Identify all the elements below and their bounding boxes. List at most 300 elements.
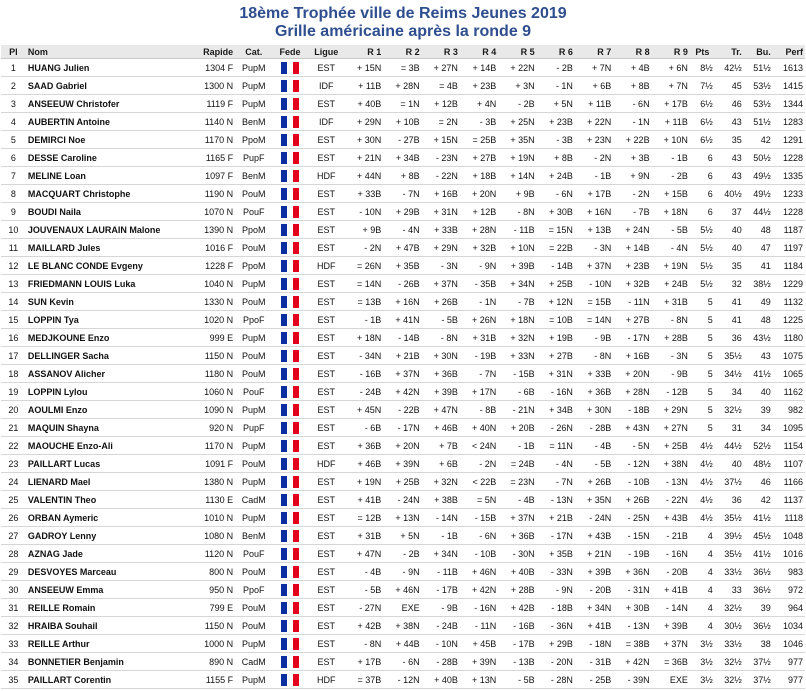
table-cell: - 5B xyxy=(498,671,536,689)
table-cell: EST xyxy=(308,149,345,167)
table-cell: EST xyxy=(308,185,345,203)
table-cell: 41 xyxy=(715,311,744,329)
table-cell: 999 E xyxy=(187,329,235,347)
table-cell: - 12B xyxy=(652,383,690,401)
table-cell: 1080 N xyxy=(187,527,235,545)
table-cell: 39 xyxy=(744,401,773,419)
table-cell: - 7N xyxy=(537,473,575,491)
table-cell: PouM xyxy=(235,365,272,383)
column-header: Ligue xyxy=(308,45,345,59)
table-row xyxy=(1,509,805,527)
column-header: Cat. xyxy=(235,45,272,59)
table-cell: - 7N xyxy=(383,185,421,203)
table-cell: 32 xyxy=(715,275,744,293)
table-cell: 799 E xyxy=(187,599,235,617)
table-cell: 982 xyxy=(773,401,805,419)
table-cell: + 45N xyxy=(345,401,383,419)
table-cell: 4 xyxy=(690,599,715,617)
table-cell: 1283 xyxy=(773,113,805,131)
table-cell: + 27B xyxy=(537,347,575,365)
table-cell: 1154 xyxy=(773,437,805,455)
table-cell: + 34B xyxy=(537,401,575,419)
table-cell: + 36B xyxy=(345,437,383,455)
table-cell: - 8N xyxy=(422,329,460,347)
table-cell: 1095 xyxy=(773,419,805,437)
table-cell: 35 xyxy=(1,671,26,689)
table-row xyxy=(1,491,805,509)
table-cell: + 31N xyxy=(422,203,460,221)
table-cell: - 5B xyxy=(652,221,690,239)
france-flag-icon xyxy=(272,257,307,275)
table-cell: PouM xyxy=(235,347,272,365)
table-cell: + 19N xyxy=(498,149,536,167)
table-cell: 1091 F xyxy=(187,455,235,473)
table-cell: + 11B xyxy=(575,95,613,113)
table-cell: + 3B xyxy=(613,149,651,167)
table-cell: 21 xyxy=(1,419,26,437)
france-flag-icon xyxy=(272,203,307,221)
table-cell: 27 xyxy=(1,527,26,545)
table-cell: + 28N xyxy=(460,221,498,239)
table-cell: 44½ xyxy=(715,437,744,455)
column-header: R 3 xyxy=(422,45,460,59)
table-cell: 36 xyxy=(715,491,744,509)
table-cell: 22 xyxy=(1,437,26,455)
table-cell: 20 xyxy=(1,401,26,419)
table-cell: 5 xyxy=(690,419,715,437)
table-cell: 1048 xyxy=(773,527,805,545)
table-cell: 1150 N xyxy=(187,617,235,635)
table-cell: = 14N xyxy=(575,311,613,329)
column-header: R 8 xyxy=(613,45,651,59)
table-cell: - 16N xyxy=(537,383,575,401)
table-cell: 32½ xyxy=(715,671,744,689)
player-name: GADROY Lenny xyxy=(26,527,188,545)
table-cell: + 47N xyxy=(345,545,383,563)
table-cell: - 4N xyxy=(537,455,575,473)
table-cell: PupM xyxy=(235,671,272,689)
table-cell: + 30B xyxy=(613,599,651,617)
table-cell: + 37N xyxy=(575,257,613,275)
table-cell: 31 xyxy=(1,599,26,617)
table-cell: + 30N xyxy=(575,401,613,419)
table-cell: 42½ xyxy=(715,59,744,77)
column-header: R 9 xyxy=(652,45,690,59)
table-cell: + 10B xyxy=(383,113,421,131)
france-flag-icon xyxy=(272,617,307,635)
table-header-row xyxy=(1,45,805,59)
france-flag-icon xyxy=(272,563,307,581)
table-row xyxy=(1,113,805,131)
table-cell: PouF xyxy=(235,545,272,563)
table-cell: PouM xyxy=(235,563,272,581)
table-cell: - 9B xyxy=(575,329,613,347)
table-cell: - 22B xyxy=(383,401,421,419)
table-cell: 34 xyxy=(1,653,26,671)
table-cell: 8½ xyxy=(690,59,715,77)
player-name: ORBAN Aymeric xyxy=(26,509,188,527)
table-cell: 28 xyxy=(1,545,26,563)
table-cell: PpoF xyxy=(235,581,272,599)
table-cell: + 12B xyxy=(422,95,460,113)
table-cell: EST xyxy=(308,545,345,563)
france-flag-icon xyxy=(272,545,307,563)
table-cell: + 43B xyxy=(652,509,690,527)
table-cell: - 26N xyxy=(537,419,575,437)
table-cell: EST xyxy=(308,293,345,311)
table-cell: 1300 N xyxy=(187,77,235,95)
table-cell: 5½ xyxy=(690,257,715,275)
table-cell: 40½ xyxy=(715,185,744,203)
table-cell: PupF xyxy=(235,149,272,167)
table-cell: 30 xyxy=(1,581,26,599)
table-cell: EST xyxy=(308,401,345,419)
table-cell: 4 xyxy=(690,545,715,563)
table-cell: 35½ xyxy=(715,545,744,563)
table-cell: + 30N xyxy=(345,131,383,149)
table-cell: + 37N xyxy=(422,275,460,293)
table-row xyxy=(1,203,805,221)
table-cell: + 29N xyxy=(345,113,383,131)
player-name: MELINE Loan xyxy=(26,167,188,185)
table-cell: 1380 N xyxy=(187,473,235,491)
table-cell: + 22N xyxy=(498,59,536,77)
table-cell: + 42B xyxy=(498,599,536,617)
table-cell: 1229 xyxy=(773,275,805,293)
table-cell: + 47N xyxy=(422,401,460,419)
table-cell: + 9B xyxy=(498,185,536,203)
table-cell: + 20N xyxy=(383,437,421,455)
table-cell: + 27N xyxy=(652,419,690,437)
table-cell: - 3N xyxy=(652,347,690,365)
table-cell: 46 xyxy=(715,95,744,113)
table-cell: - 1N xyxy=(460,293,498,311)
table-cell: + 5N xyxy=(537,95,575,113)
table-cell: 34½ xyxy=(715,365,744,383)
table-row xyxy=(1,671,805,689)
table-cell: + 33B xyxy=(422,221,460,239)
table-cell: 4½ xyxy=(690,509,715,527)
france-flag-icon xyxy=(272,437,307,455)
table-cell: 1118 xyxy=(773,509,805,527)
table-cell: - 12N xyxy=(613,455,651,473)
table-cell: - 6N xyxy=(537,185,575,203)
player-name: SUN Kevin xyxy=(26,293,188,311)
table-cell: + 14N xyxy=(498,167,536,185)
table-cell: + 22N xyxy=(575,113,613,131)
table-cell: 1228 xyxy=(773,203,805,221)
france-flag-icon xyxy=(272,113,307,131)
france-flag-icon xyxy=(272,491,307,509)
table-cell: 4 xyxy=(690,527,715,545)
table-cell: - 35B xyxy=(460,275,498,293)
table-cell: + 13N xyxy=(460,671,498,689)
table-cell: + 26B xyxy=(422,293,460,311)
table-cell: + 4B xyxy=(613,59,651,77)
column-header: Fede xyxy=(272,45,307,59)
table-cell: + 9B xyxy=(345,221,383,239)
table-cell: 36½ xyxy=(744,563,773,581)
table-cell: - 7B xyxy=(498,293,536,311)
table-row xyxy=(1,599,805,617)
table-cell: 19 xyxy=(1,383,26,401)
table-cell: 1097 F xyxy=(187,167,235,185)
table-row xyxy=(1,257,805,275)
table-cell: 36½ xyxy=(744,617,773,635)
table-cell: BenM xyxy=(235,167,272,185)
table-cell: - 11N xyxy=(460,617,498,635)
table-cell: + 26B xyxy=(575,473,613,491)
table-cell: + 42N xyxy=(460,581,498,599)
table-cell: EST xyxy=(308,203,345,221)
france-flag-icon xyxy=(272,293,307,311)
table-cell: + 39B xyxy=(575,563,613,581)
table-cell: 1119 F xyxy=(187,95,235,113)
table-cell: 5 xyxy=(690,293,715,311)
table-cell: 38 xyxy=(744,635,773,653)
table-cell: 1040 N xyxy=(187,275,235,293)
table-cell: + 6B xyxy=(422,455,460,473)
table-cell: + 31N xyxy=(537,365,575,383)
france-flag-icon xyxy=(272,509,307,527)
france-flag-icon xyxy=(272,131,307,149)
table-cell: PouM xyxy=(235,239,272,257)
table-cell: - 27N xyxy=(345,599,383,617)
table-cell: 25 xyxy=(1,491,26,509)
table-cell: 41 xyxy=(715,293,744,311)
table-cell: 1155 F xyxy=(187,671,235,689)
table-cell: + 41B xyxy=(652,581,690,599)
table-cell: PouM xyxy=(235,293,272,311)
table-cell: - 23N xyxy=(422,149,460,167)
table-cell: 9 xyxy=(1,203,26,221)
table-cell: 977 xyxy=(773,671,805,689)
table-cell: 48 xyxy=(744,221,773,239)
table-cell: = 25B xyxy=(460,131,498,149)
table-cell: EST xyxy=(308,563,345,581)
table-row xyxy=(1,275,805,293)
table-cell: + 6B xyxy=(575,77,613,95)
table-cell: - 8N xyxy=(575,347,613,365)
table-cell: + 43N xyxy=(613,419,651,437)
table-cell: + 36N xyxy=(613,563,651,581)
table-cell: - 19B xyxy=(460,347,498,365)
table-cell: 5½ xyxy=(690,221,715,239)
table-cell: 1140 N xyxy=(187,113,235,131)
table-cell: 45 xyxy=(715,77,744,95)
table-cell: + 16N xyxy=(575,203,613,221)
table-cell: - 2N xyxy=(460,455,498,473)
table-cell: + 46N xyxy=(383,581,421,599)
table-cell: + 21N xyxy=(345,149,383,167)
table-cell: 6 xyxy=(690,149,715,167)
table-row xyxy=(1,635,805,653)
table-cell: + 23B xyxy=(613,257,651,275)
france-flag-icon xyxy=(272,275,307,293)
table-cell: + 29N xyxy=(422,239,460,257)
table-row xyxy=(1,473,805,491)
column-header: Tr. xyxy=(715,45,744,59)
table-cell: + 44N xyxy=(345,167,383,185)
table-cell: - 2N xyxy=(613,185,651,203)
table-cell: 3½ xyxy=(690,635,715,653)
table-row xyxy=(1,311,805,329)
table-cell: 13 xyxy=(1,275,26,293)
table-row xyxy=(1,563,805,581)
table-cell: - 6N xyxy=(613,95,651,113)
table-cell: - 6B xyxy=(498,383,536,401)
table-cell: 3½ xyxy=(690,671,715,689)
table-cell: EST xyxy=(308,221,345,239)
table-row xyxy=(1,365,805,383)
table-cell: + 14B xyxy=(460,59,498,77)
table-cell: 34 xyxy=(715,383,744,401)
table-cell: = 14N xyxy=(345,275,383,293)
table-cell: 1132 xyxy=(773,293,805,311)
table-cell: - 3B xyxy=(537,131,575,149)
table-cell: - 22N xyxy=(422,167,460,185)
table-cell: + 17B xyxy=(652,95,690,113)
table-cell: - 5B xyxy=(422,311,460,329)
table-cell: = 4B xyxy=(422,77,460,95)
table-cell: 4½ xyxy=(690,473,715,491)
player-name: BONNETIER Benjamin xyxy=(26,653,188,671)
table-cell: IDF xyxy=(308,113,345,131)
table-cell: - 6N xyxy=(383,653,421,671)
table-cell: - 4N xyxy=(652,239,690,257)
player-name: LOPPIN Lylou xyxy=(26,383,188,401)
column-header: R 1 xyxy=(345,45,383,59)
table-cell: - 20N xyxy=(537,653,575,671)
table-cell: 23 xyxy=(1,455,26,473)
table-cell: + 33B xyxy=(575,365,613,383)
table-cell: - 11B xyxy=(422,563,460,581)
table-cell: 39 xyxy=(744,599,773,617)
france-flag-icon xyxy=(272,473,307,491)
table-cell: 49½ xyxy=(744,185,773,203)
table-cell: - 10B xyxy=(613,473,651,491)
table-cell: HDF xyxy=(308,167,345,185)
table-cell: 1190 N xyxy=(187,185,235,203)
table-cell: 1344 xyxy=(773,95,805,113)
table-cell: + 13B xyxy=(575,221,613,239)
table-cell: PouM xyxy=(235,455,272,473)
table-cell: - 31B xyxy=(575,653,613,671)
table-cell: - 31N xyxy=(613,581,651,599)
player-name: HUANG Julien xyxy=(26,59,188,77)
table-cell: + 29N xyxy=(652,401,690,419)
table-cell: 32 xyxy=(1,617,26,635)
table-cell: EST xyxy=(308,599,345,617)
table-cell: 18 xyxy=(1,365,26,383)
table-cell: - 2N xyxy=(345,239,383,257)
france-flag-icon xyxy=(272,149,307,167)
table-row xyxy=(1,95,805,113)
table-cell: - 20B xyxy=(652,563,690,581)
table-cell: + 23B xyxy=(460,77,498,95)
table-cell: - 24B xyxy=(422,617,460,635)
table-cell: EST xyxy=(308,635,345,653)
table-cell: - 27B xyxy=(383,131,421,149)
player-name: DESSE Caroline xyxy=(26,149,188,167)
table-cell: 3 xyxy=(1,95,26,113)
table-cell: + 39N xyxy=(383,455,421,473)
table-cell: - 2B xyxy=(498,95,536,113)
france-flag-icon xyxy=(272,383,307,401)
table-cell: - 17N xyxy=(383,419,421,437)
france-flag-icon xyxy=(272,527,307,545)
table-cell: + 16B xyxy=(613,347,651,365)
table-cell: PpoM xyxy=(235,131,272,149)
player-name: ASSANOV Alicher xyxy=(26,365,188,383)
table-row xyxy=(1,131,805,149)
player-name: REILLE Romain xyxy=(26,599,188,617)
table-cell: 12 xyxy=(1,257,26,275)
table-cell: EST xyxy=(308,275,345,293)
table-cell: + 45B xyxy=(460,635,498,653)
table-cell: 48 xyxy=(744,311,773,329)
table-cell: 1046 xyxy=(773,635,805,653)
table-cell: + 11B xyxy=(345,77,383,95)
table-cell: PpoM xyxy=(235,221,272,239)
table-cell: 1137 xyxy=(773,491,805,509)
table-cell: + 23B xyxy=(537,113,575,131)
table-cell: + 19N xyxy=(345,473,383,491)
table-cell: + 8B xyxy=(383,167,421,185)
france-flag-icon xyxy=(272,455,307,473)
table-cell: 38½ xyxy=(744,275,773,293)
table-cell: + 28N xyxy=(613,383,651,401)
table-cell: 47 xyxy=(744,239,773,257)
france-flag-icon xyxy=(272,365,307,383)
table-cell: = 15N xyxy=(537,221,575,239)
player-name: MAILLARD Jules xyxy=(26,239,188,257)
table-cell: PupM xyxy=(235,95,272,113)
france-flag-icon xyxy=(272,185,307,203)
table-cell: + 19B xyxy=(537,329,575,347)
table-cell: 1304 F xyxy=(187,59,235,77)
table-cell: + 36B xyxy=(575,383,613,401)
table-cell: 52½ xyxy=(744,437,773,455)
table-cell: - 20B xyxy=(575,581,613,599)
column-header: Pl xyxy=(1,45,26,59)
france-flag-icon xyxy=(272,581,307,599)
table-cell: - 9N xyxy=(537,581,575,599)
table-cell: - 1B xyxy=(652,149,690,167)
table-cell: 5 xyxy=(690,311,715,329)
table-cell: 5 xyxy=(690,383,715,401)
table-cell: 1075 xyxy=(773,347,805,365)
table-cell: - 9N xyxy=(383,563,421,581)
table-cell: = 37B xyxy=(345,671,383,689)
france-flag-icon xyxy=(272,239,307,257)
table-cell: 44½ xyxy=(744,203,773,221)
table-cell: CadM xyxy=(235,491,272,509)
table-cell: 33½ xyxy=(715,635,744,653)
table-cell: - 24B xyxy=(345,383,383,401)
table-cell: 972 xyxy=(773,581,805,599)
table-row xyxy=(1,653,805,671)
table-cell: = 10B xyxy=(537,311,575,329)
table-cell: EST xyxy=(308,95,345,113)
table-cell: = 13B xyxy=(345,293,383,311)
table-row xyxy=(1,401,805,419)
table-row xyxy=(1,185,805,203)
table-row xyxy=(1,545,805,563)
table-cell: - 39N xyxy=(613,671,651,689)
table-cell: - 17B xyxy=(422,581,460,599)
table-cell: 3½ xyxy=(690,653,715,671)
